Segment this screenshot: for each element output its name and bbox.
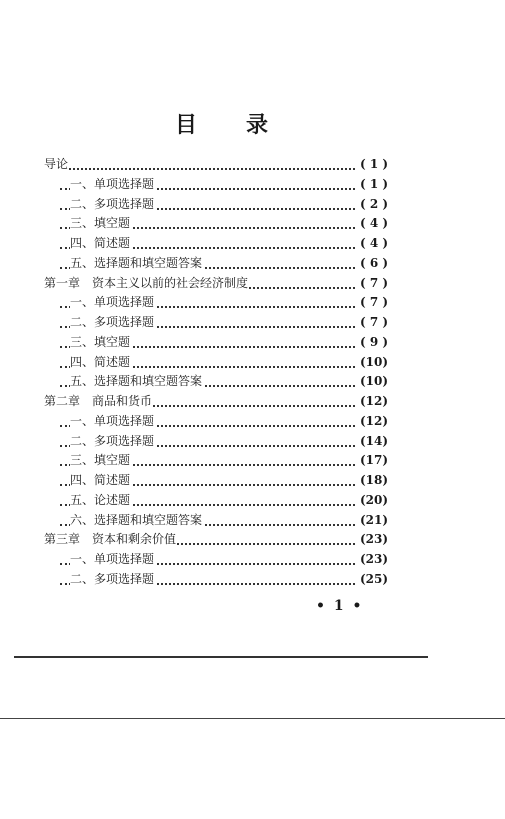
toc-section-row bbox=[0, 313, 505, 333]
toc-section-row bbox=[0, 195, 505, 215]
page-edge-rule bbox=[0, 718, 505, 719]
toc-entry-label: 四、简述题 bbox=[70, 234, 131, 254]
page-number: • 1 • bbox=[316, 598, 364, 614]
toc-entry-label: 二、多项选择题 bbox=[70, 432, 155, 452]
toc-entry-label: 三、填空题 bbox=[70, 451, 131, 471]
toc-page-number: (23) bbox=[356, 550, 392, 570]
toc-entry-label: 导论 bbox=[44, 155, 69, 175]
toc-section-row bbox=[0, 214, 505, 234]
toc-section-row bbox=[0, 353, 505, 373]
toc-entry-label: 二、多项选择题 bbox=[70, 195, 155, 215]
title-char-2: 录 bbox=[246, 112, 271, 138]
toc-section-row bbox=[0, 412, 505, 432]
toc-page-number: (25) bbox=[356, 570, 392, 590]
toc-entry-label: 一、单项选择题 bbox=[70, 175, 155, 195]
toc-page-number: (23) bbox=[356, 530, 392, 550]
toc-entry-label: 二、多项选择题 bbox=[70, 313, 155, 333]
toc-entry-label: 一、单项选择题 bbox=[70, 412, 155, 432]
toc-page-number: ( 9 ) bbox=[356, 333, 392, 353]
toc-section-row bbox=[0, 333, 505, 353]
toc-entry-label: 六、选择题和填空题答案 bbox=[70, 511, 203, 531]
toc-entry-label: 第一章 资本主义以前的社会经济制度 bbox=[44, 274, 249, 294]
toc-section-row bbox=[0, 175, 505, 195]
toc-page-number: (10) bbox=[356, 372, 392, 392]
toc-section-row bbox=[0, 511, 505, 531]
toc-page-number: (12) bbox=[356, 392, 392, 412]
toc-entry-label: 二、多项选择题 bbox=[70, 570, 155, 590]
toc-section-row bbox=[0, 491, 505, 511]
toc-section-row bbox=[0, 372, 505, 392]
toc-page-number: (21) bbox=[356, 511, 392, 531]
toc-section-row bbox=[0, 471, 505, 491]
toc-page-number: ( 4 ) bbox=[356, 234, 392, 254]
dot-leader bbox=[60, 168, 355, 170]
table-of-contents bbox=[0, 155, 505, 590]
toc-page-number: ( 7 ) bbox=[356, 313, 392, 333]
toc-chapter-row bbox=[0, 530, 505, 550]
toc-page-number: (17) bbox=[356, 451, 392, 471]
toc-page-number: (10) bbox=[356, 353, 392, 373]
toc-page-number: ( 7 ) bbox=[356, 274, 392, 294]
footer-rule bbox=[14, 656, 428, 658]
toc-page-number: ( 1 ) bbox=[356, 175, 392, 195]
toc-entry-label: 三、填空题 bbox=[70, 214, 131, 234]
toc-entry-label: 五、选择题和填空题答案 bbox=[70, 254, 203, 274]
toc-section-row bbox=[0, 432, 505, 452]
toc-entry-label: 五、选择题和填空题答案 bbox=[70, 372, 203, 392]
toc-chapter-row bbox=[0, 155, 505, 175]
toc-section-row bbox=[0, 234, 505, 254]
toc-section-row bbox=[0, 451, 505, 471]
toc-section-row bbox=[0, 293, 505, 313]
toc-entry-label: 三、填空题 bbox=[70, 333, 131, 353]
toc-section-row bbox=[0, 550, 505, 570]
toc-entry-label: 一、单项选择题 bbox=[70, 293, 155, 313]
toc-section-row bbox=[0, 254, 505, 274]
toc-entry-label: 第二章 商品和货币 bbox=[44, 392, 153, 412]
toc-entry-label: 一、单项选择题 bbox=[70, 550, 155, 570]
toc-chapter-row bbox=[0, 392, 505, 412]
title-char-1: 目 bbox=[175, 112, 200, 138]
toc-page-number: ( 7 ) bbox=[356, 293, 392, 313]
toc-chapter-row bbox=[0, 274, 505, 294]
toc-page-number: ( 4 ) bbox=[356, 214, 392, 234]
toc-page-number: ( 1 ) bbox=[356, 155, 392, 175]
toc-page-number: ( 2 ) bbox=[356, 195, 392, 215]
toc-entry-label: 四、简述题 bbox=[70, 471, 131, 491]
toc-entry-label: 第三章 资本和剩余价值 bbox=[44, 530, 177, 550]
toc-page-number: (20) bbox=[356, 491, 392, 511]
toc-entry-label: 四、简述题 bbox=[70, 353, 131, 373]
toc-entry-label: 五、论述题 bbox=[70, 491, 131, 511]
toc-page-number: ( 6 ) bbox=[356, 254, 392, 274]
toc-page-number: (18) bbox=[356, 471, 392, 491]
toc-section-row bbox=[0, 570, 505, 590]
toc-page-number: (14) bbox=[356, 432, 392, 452]
toc-page-number: (12) bbox=[356, 412, 392, 432]
